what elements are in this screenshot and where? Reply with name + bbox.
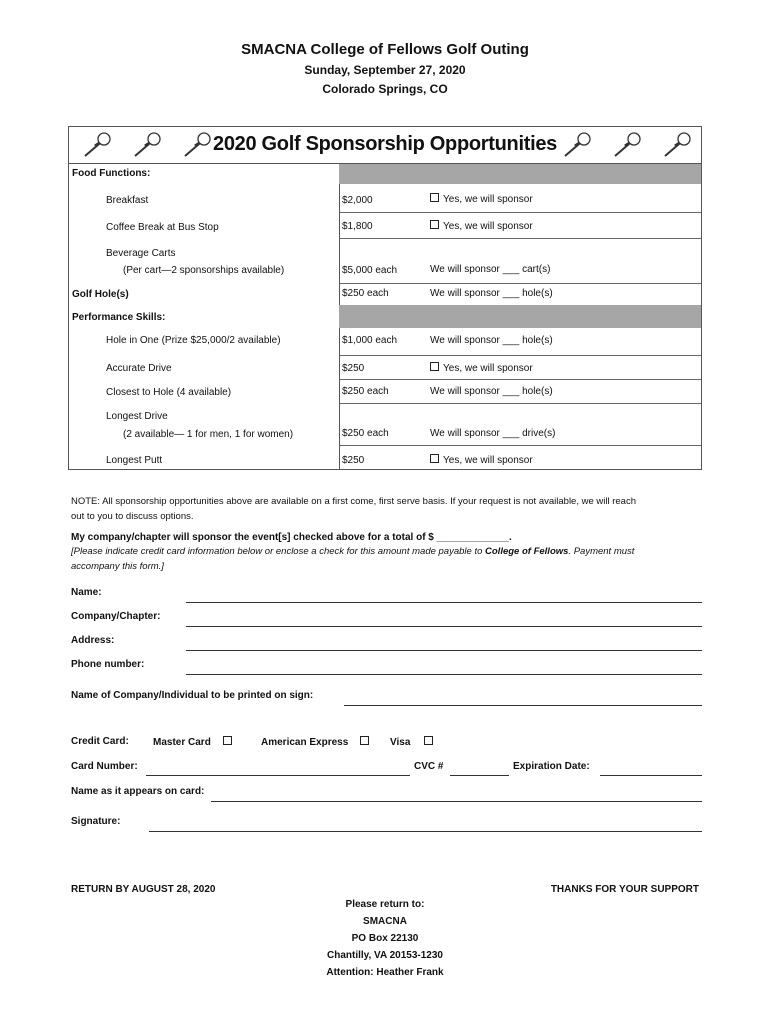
- note-text: NOTE: All sponsorship opportunities above are available on a first come, first serve basis. If your request is not available, we will reach: [71, 496, 636, 507]
- checkbox-icon: [430, 193, 439, 202]
- return-to-label: Please return to:: [345, 899, 425, 910]
- closest-to-hole-price: $250 each: [342, 386, 389, 397]
- breakfast-price: $2,000: [342, 195, 373, 206]
- page-title: SMACNA College of Fellows Golf Outing: [241, 41, 529, 58]
- longest-putt-price: $250: [342, 455, 365, 466]
- beverage-carts-label: Beverage Carts: [106, 248, 176, 259]
- row-divider: [339, 379, 701, 380]
- closest-to-hole-sponsor-field[interactable]: We will sponsor ___ hole(s): [430, 386, 553, 397]
- company-label: Company/Chapter:: [71, 611, 161, 622]
- name-input[interactable]: [186, 602, 702, 603]
- row-divider: [339, 355, 701, 356]
- checkbox-icon: [430, 220, 439, 229]
- closest-to-hole-label: Closest to Hole (4 available): [106, 387, 232, 398]
- checkbox-icon: [424, 736, 433, 745]
- card-number-label: Card Number:: [71, 761, 138, 772]
- expiration-input[interactable]: [600, 775, 702, 776]
- breakfast-label: Breakfast: [106, 195, 149, 206]
- golf-holes-label: Golf Hole(s): [72, 289, 129, 300]
- thanks-text: THANKS FOR YOUR SUPPORT: [550, 884, 699, 895]
- hole-in-one-sponsor-field[interactable]: We will sponsor ___ hole(s): [430, 335, 553, 346]
- row-divider: [339, 403, 701, 404]
- checkbox-icon: [223, 736, 232, 745]
- signature-label: Signature:: [71, 816, 121, 827]
- row-divider: [339, 445, 701, 446]
- table-title-bar: [69, 127, 701, 164]
- row-divider: [339, 212, 701, 213]
- longest-drive-label: Longest Drive: [106, 411, 168, 422]
- section-food-functions: Food Functions:: [72, 168, 151, 179]
- golf-tee-icon: [561, 130, 591, 160]
- golf-tee-icon: [661, 130, 691, 160]
- name-on-card-input[interactable]: [211, 801, 702, 802]
- column-divider: [339, 184, 340, 305]
- phone-input[interactable]: [186, 674, 702, 675]
- event-date: Sunday, September 27, 2020: [304, 63, 466, 77]
- payment-instructions-cont: accompany this form.]: [71, 561, 164, 572]
- longest-putt-label: Longest Putt: [106, 455, 163, 466]
- column-divider: [339, 328, 340, 470]
- beverage-carts-price: $5,000 each: [342, 265, 398, 276]
- name-label: Name:: [71, 587, 102, 598]
- address-input[interactable]: [186, 650, 702, 651]
- coffee-break-label: Coffee Break at Bus Stop: [106, 222, 219, 233]
- accurate-drive-label: Accurate Drive: [106, 363, 172, 374]
- breakfast-sponsor-checkbox[interactable]: Yes, we will sponsor: [430, 193, 533, 205]
- sponsor-total-statement: My company/chapter will sponsor the event[s] checked above for a total of $ _____________.: [71, 532, 512, 543]
- phone-label: Phone number:: [71, 659, 145, 670]
- hole-in-one-price: $1,000 each: [342, 335, 398, 346]
- beverage-carts-note: (Per cart—2 sponsorships available): [123, 265, 285, 276]
- card-number-input[interactable]: [146, 775, 410, 776]
- amex-option[interactable]: American Express: [261, 736, 373, 748]
- section-performance-skills: Performance Skills:: [72, 312, 166, 323]
- cvc-input[interactable]: [450, 775, 509, 776]
- expiration-label: Expiration Date:: [513, 761, 590, 772]
- credit-card-label: Credit Card:: [71, 736, 129, 747]
- return-org: SMACNA: [363, 916, 407, 927]
- coffee-break-price: $1,800: [342, 221, 373, 232]
- sign-name-label: Name of Company/Individual to be printed on sign:: [71, 690, 314, 701]
- return-city: Chantilly, VA 20153-1230: [327, 950, 443, 961]
- sponsorship-table: [68, 126, 702, 470]
- row-divider: [339, 238, 701, 239]
- accurate-drive-sponsor-checkbox[interactable]: Yes, we will sponsor: [430, 362, 533, 374]
- beverage-carts-sponsor-field[interactable]: We will sponsor ___ cart(s): [430, 264, 551, 275]
- longest-drive-price: $250 each: [342, 428, 389, 439]
- section-shade: [339, 164, 701, 184]
- return-by-date: RETURN BY AUGUST 28, 2020: [71, 884, 216, 895]
- checkbox-icon: [430, 454, 439, 463]
- hole-in-one-label: Hole in One (Prize $25,000/2 available): [106, 335, 281, 346]
- golf-tee-icon: [611, 130, 641, 160]
- company-input[interactable]: [186, 626, 702, 627]
- visa-option[interactable]: Visa: [390, 736, 437, 748]
- address-label: Address:: [71, 635, 115, 646]
- return-attention: Attention: Heather Frank: [326, 967, 444, 978]
- section-shade: [339, 305, 701, 328]
- accurate-drive-price: $250: [342, 363, 365, 374]
- cvc-label: CVC #: [414, 761, 444, 772]
- payment-instructions: [Please indicate credit card information below or enclose a check for this amount made payable to College of Fellows. Payment must: [71, 546, 635, 557]
- golf-holes-sponsor-field[interactable]: We will sponsor ___ hole(s): [430, 288, 553, 299]
- longest-drive-sponsor-field[interactable]: We will sponsor ___ drive(s): [430, 428, 556, 439]
- master-card-option[interactable]: Master Card: [153, 736, 236, 748]
- table-title: 2020 Golf Sponsorship Opportunities: [213, 133, 557, 155]
- checkbox-icon: [430, 362, 439, 371]
- coffee-break-sponsor-checkbox[interactable]: Yes, we will sponsor: [430, 220, 533, 232]
- row-divider: [339, 283, 701, 284]
- name-on-card-label: Name as it appears on card:: [71, 786, 205, 797]
- signature-input[interactable]: [149, 831, 702, 832]
- return-po-box: PO Box 22130: [351, 933, 419, 944]
- longest-drive-note: (2 available— 1 for men, 1 for women): [123, 429, 294, 440]
- event-location: Colorado Springs, CO: [322, 82, 448, 96]
- longest-putt-sponsor-checkbox[interactable]: Yes, we will sponsor: [430, 454, 533, 466]
- checkbox-icon: [360, 736, 369, 745]
- sign-name-input[interactable]: [344, 705, 702, 706]
- note-text-cont: out to you to discuss options.: [71, 511, 194, 522]
- golf-holes-price: $250 each: [342, 288, 389, 299]
